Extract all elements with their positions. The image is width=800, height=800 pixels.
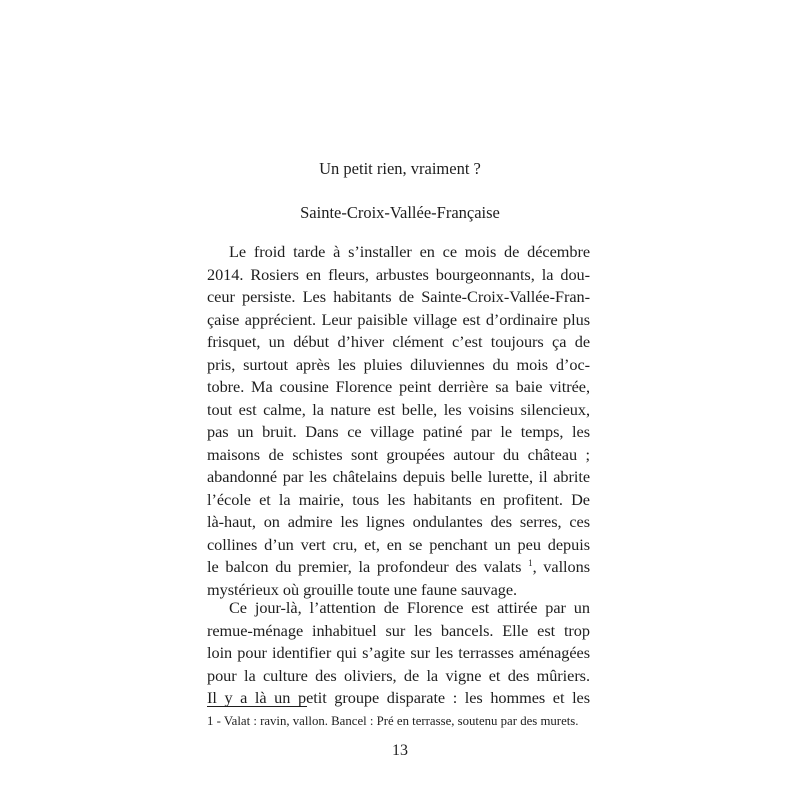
paragraph-1 bbox=[207, 241, 590, 601]
footnote-reference: 1 bbox=[528, 558, 533, 568]
footnote: 1 - Valat : ravin, vallon. Bancel : Pré en terrasse, soutenu par des murets. bbox=[207, 714, 579, 728]
line-text-after-note: , vallons bbox=[532, 557, 590, 576]
line-text-before-note: le balcon du premier, la profondeur des valats bbox=[207, 557, 522, 576]
paragraph-line-with-footnote bbox=[207, 556, 590, 579]
paragraph-line: Il y a là un petit groupe disparate : les hommes et les bbox=[207, 688, 590, 707]
paragraph-line: pas un bruit. Dans ce village patiné par le temps, les bbox=[207, 422, 590, 441]
paragraph-line: maisons de schistes sont groupées autour du château ; bbox=[207, 444, 590, 464]
paragraph-line: Ce jour-là, l’attention de Florence est attirée par un bbox=[229, 598, 590, 617]
paragraph-line: l’école et la mairie, tous les habitants en profitent. De bbox=[207, 489, 590, 509]
paragraph-line: çaise apprécient. Leur paisible village est d’ordinaire plus bbox=[207, 309, 590, 329]
paragraph-line: remue-ménage inhabituel sur les bancels. Elle est trop bbox=[207, 620, 590, 640]
paragraph-line: pris, surtout après les pluies diluviennes du mois d’oc- bbox=[207, 354, 590, 374]
paragraph-line: ceur persiste. Les habitants de Sainte-Croix-Vallée-Fran- bbox=[207, 287, 590, 306]
paragraph-line: abandonné par les châtelains depuis belle lurette, il abrite bbox=[207, 467, 590, 486]
paragraph-line: tobre. Ma cousine Florence peint derrière sa baie vitrée, bbox=[207, 377, 590, 396]
paragraph-line: Le froid tarde à s’installer en ce mois de décembre bbox=[229, 242, 590, 261]
paragraph-line: là-haut, on admire les lignes ondulantes des serres, ces bbox=[207, 512, 590, 531]
paragraph-line: 2014. Rosiers en fleurs, arbustes bourgeonnants, la dou- bbox=[207, 264, 590, 284]
paragraph-line: pour la culture des oliviers, de la vigne et des mûriers. bbox=[207, 665, 590, 685]
page-number: 13 bbox=[392, 742, 408, 759]
chapter-title: Un petit rien, vraiment ? bbox=[319, 159, 481, 178]
footnote-divider bbox=[207, 706, 307, 707]
paragraph-line: frisquet, un début d’hiver clément c’est toujours ça de bbox=[207, 332, 590, 351]
paragraph-2 bbox=[207, 597, 590, 710]
place-title: Sainte-Croix-Vallée-Française bbox=[300, 203, 500, 222]
paragraph-line: tout est calme, la nature est belle, les voisins silencieux, bbox=[207, 399, 590, 419]
paragraph-line: collines d’un vert cru, et, en se penchant un peu depuis bbox=[207, 534, 590, 554]
paragraph-line: mystérieux où grouille toute une faune sauvage. bbox=[207, 579, 518, 599]
paragraph-line: loin pour identifier qui s’agite sur les terrasses aménagées bbox=[207, 643, 590, 662]
